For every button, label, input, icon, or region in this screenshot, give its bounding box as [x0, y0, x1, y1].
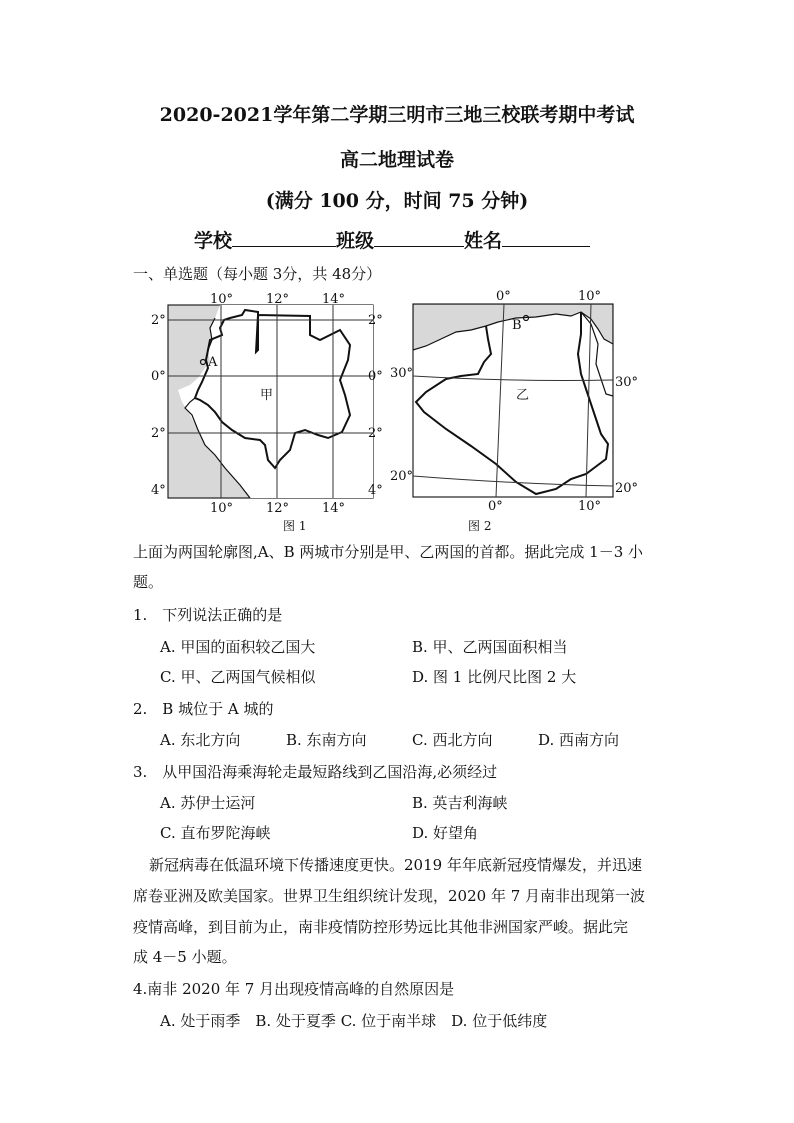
- q1-option-b[interactable]: B. 甲、乙两国面积相当: [412, 638, 568, 656]
- q3-option-d[interactable]: D. 好望角: [412, 824, 479, 842]
- q2-option-c[interactable]: C. 西北方向: [412, 731, 493, 749]
- name-label: 姓名: [464, 230, 503, 252]
- fig1-city-a-label: A: [208, 355, 218, 370]
- fig2-lat-right: 30°: [615, 375, 639, 390]
- exam-title: 2020-2021学年第二学期三明市三地三校联考期中考试: [159, 104, 635, 126]
- q4-options[interactable]: A. 处于雨季 B. 处于夏季 C. 位于南半球 D. 位于低纬度: [160, 1012, 548, 1030]
- exam-subtitle: 高二地理试卷: [339, 149, 454, 171]
- question-1-stem: 1. 下列说法正确的是: [133, 606, 283, 624]
- class-label: 班级: [336, 230, 375, 252]
- q3-option-a[interactable]: A. 苏伊士运河: [160, 794, 256, 812]
- fig1-lon-bottom: 12°: [266, 501, 290, 516]
- fig2-lat-left: 20°: [390, 469, 414, 484]
- question-2-stem: 2. B 城位于 A 城的: [133, 700, 274, 718]
- figure-2-caption: 图 2: [468, 519, 492, 533]
- figure-1-map: [150, 290, 390, 516]
- school-label: 学校: [194, 230, 233, 252]
- name-field[interactable]: [502, 226, 590, 247]
- q2-option-b[interactable]: B. 东南方向: [286, 731, 367, 749]
- class-field[interactable]: [374, 226, 464, 247]
- fig1-lat-left: 2°: [151, 426, 166, 441]
- fig1-lat-right: 2°: [368, 313, 383, 328]
- fig2-country-label: 乙: [516, 388, 530, 403]
- fig1-lat-left: 0°: [151, 369, 166, 384]
- fig1-lat-left: 4°: [151, 483, 166, 498]
- question-3-stem: 3. 从甲国沿海乘海轮走最短路线到乙国沿海,必须经过: [133, 763, 498, 781]
- q1-option-c[interactable]: C. 甲、乙两国气候相似: [160, 668, 316, 686]
- fig1-lon-bottom: 14°: [322, 501, 346, 516]
- fig2-lon-bottom: 10°: [578, 499, 602, 514]
- figure-1-caption: 图 1: [283, 519, 307, 533]
- intro-1-line-1: 上面为两国轮廓图,A、B 两城市分别是甲、乙两国的首都。据此完成 1－3 小: [133, 543, 644, 561]
- fig1-country-label: 甲: [260, 388, 274, 403]
- student-info-row: [194, 226, 590, 253]
- fig2-lon-bottom: 0°: [488, 499, 503, 514]
- fig1-lat-right: 2°: [368, 426, 383, 441]
- intro-1-line-2: 题。: [133, 573, 164, 591]
- figure-2-map: [386, 284, 642, 516]
- q1-option-a[interactable]: A. 甲国的面积较乙国大: [160, 638, 316, 656]
- fig2-lon-top: 0°: [496, 289, 511, 304]
- fig1-lon-top: 12°: [266, 292, 290, 307]
- fig1-lon-top: 10°: [210, 292, 234, 307]
- fig2-lon-top: 10°: [578, 289, 602, 304]
- fig2-city-b-label: B: [512, 318, 522, 333]
- fig2-lat-left: 30°: [390, 366, 414, 381]
- q2-option-a[interactable]: A. 东北方向: [160, 731, 241, 749]
- fig1-lat-right: 0°: [368, 369, 383, 384]
- intro-2-line-4: 成 4－5 小题。: [133, 948, 237, 966]
- school-field[interactable]: [232, 226, 336, 247]
- q1-option-d[interactable]: D. 图 1 比例尺比图 2 大: [412, 668, 577, 686]
- intro-2-line-2: 席卷亚洲及欧美国家。世界卫生组织统计发现，2020 年 7 月南非出现第一波: [133, 887, 646, 905]
- q3-option-b[interactable]: B. 英吉利海峡: [412, 794, 508, 812]
- intro-2-line-3: 疫情高峰，到目前为止，南非疫情防控形势远比其他非洲国家严峻。据此完: [133, 918, 629, 936]
- fig1-lon-top: 14°: [322, 292, 346, 307]
- fig1-lat-right: 4°: [368, 483, 383, 498]
- intro-2-line-1: 新冠病毒在低温环境下传播速度更快。2019 年年底新冠疫情爆发，并迅速: [149, 856, 642, 874]
- question-4-stem: 4.南非 2020 年 7 月出现疫情高峰的自然原因是: [133, 980, 455, 998]
- fig1-lon-bottom: 10°: [210, 501, 234, 516]
- exam-meta: (满分 100 分，时间 75 分钟): [265, 190, 529, 212]
- q3-option-c[interactable]: C. 直布罗陀海峡: [160, 824, 271, 842]
- fig1-lat-left: 2°: [151, 313, 166, 328]
- section-heading: 一、单选题（每小题 3分，共 48分）: [133, 265, 382, 283]
- fig2-lat-right: 20°: [615, 481, 639, 496]
- q2-option-d[interactable]: D. 西南方向: [538, 731, 620, 749]
